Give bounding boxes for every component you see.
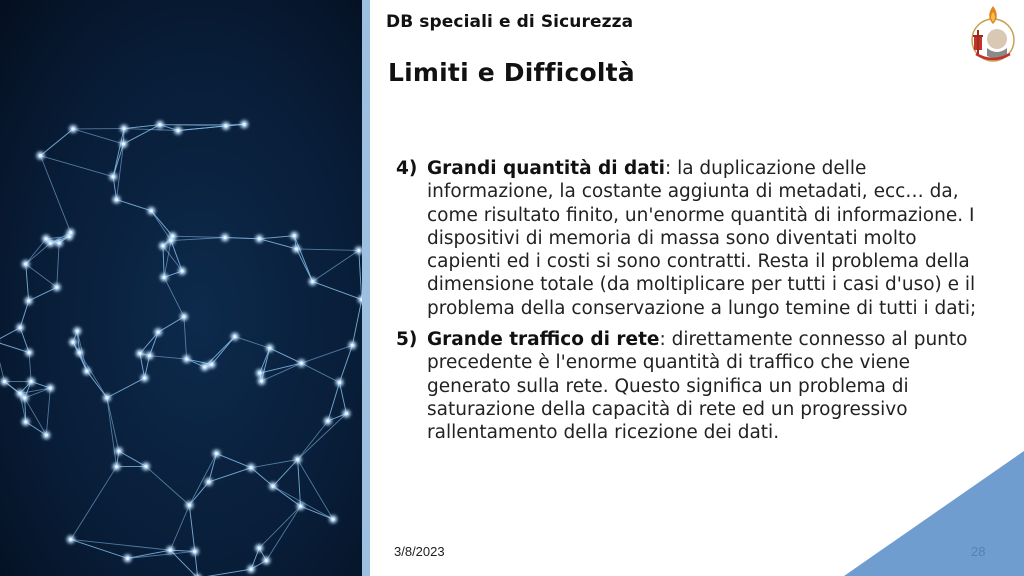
mesh-node xyxy=(23,396,26,399)
mesh-node xyxy=(30,380,33,383)
mesh-node xyxy=(69,231,72,234)
mesh-node xyxy=(169,239,172,242)
mesh-node xyxy=(39,154,42,157)
mesh-node xyxy=(299,505,302,508)
mesh-node xyxy=(76,330,79,333)
mesh-node xyxy=(49,241,52,244)
mesh-node xyxy=(268,347,271,350)
mesh-node xyxy=(181,269,184,272)
mesh-node xyxy=(122,127,125,130)
mesh-node xyxy=(112,175,115,178)
slide-title: Limiti e Difficoltà xyxy=(388,58,635,87)
item-number: 4) xyxy=(396,158,418,179)
item-body: : la duplicazione delle informazione, la costante aggiunta di metadati, ecc… da, come risultato finito, un'enorme quantità di informazione. I dispositivi di memoria di massa sono diventati molto capienti ed i costi si sono contratti. Resta il problema della dimensione totale (da moltiplicare per tutti i casi d'uso) e il problema della conservazione a lungo temine di tutti i dati; xyxy=(427,158,977,319)
mesh-node xyxy=(207,480,210,483)
content-list xyxy=(396,157,996,453)
mesh-node xyxy=(58,241,61,244)
mesh-node xyxy=(169,549,172,552)
mesh-node xyxy=(143,376,146,379)
mesh-node xyxy=(250,466,253,469)
mesh-node xyxy=(126,557,129,560)
mesh-node xyxy=(260,379,263,382)
mesh-node xyxy=(19,326,22,329)
mesh-node xyxy=(85,370,88,373)
mesh-node xyxy=(3,380,6,383)
mesh-node xyxy=(311,280,314,283)
mesh-node xyxy=(258,371,261,374)
mesh-node xyxy=(258,546,261,549)
mesh-node xyxy=(171,235,174,238)
mesh-node xyxy=(122,142,125,145)
mesh-node xyxy=(27,351,30,354)
mesh-node xyxy=(71,341,74,344)
mesh-node xyxy=(157,331,160,334)
item-title: Grande traffico di rete xyxy=(427,329,660,351)
mesh-node xyxy=(176,129,179,132)
mesh-node xyxy=(233,335,236,338)
item-title: Grandi quantità di dati xyxy=(427,158,665,179)
mesh-node xyxy=(45,434,48,437)
mesh-node xyxy=(105,396,108,399)
accent-divider-bar xyxy=(362,0,370,576)
mesh-node xyxy=(163,276,166,279)
mesh-node xyxy=(357,249,360,252)
item-body: : direttamente connesso al punto precedente è l'enorme quantità di traffico che viene generato sulla rete. Questo significa un problema di saturazione della capacità di rete ed un progressivo rallentamento della ricezione dei dati. xyxy=(427,329,968,444)
mesh-node xyxy=(69,538,72,541)
mesh-node xyxy=(158,123,161,126)
course-title: DB speciali e di Sicurezza xyxy=(386,12,634,32)
mesh-node xyxy=(193,550,196,553)
mesh-node xyxy=(223,236,226,239)
university-logo-icon xyxy=(968,4,1018,64)
mesh-node xyxy=(250,568,253,571)
mesh-node xyxy=(271,485,274,488)
list-item xyxy=(396,328,996,444)
mesh-node xyxy=(182,315,185,318)
mesh-node xyxy=(326,419,329,422)
mesh-node xyxy=(27,299,30,302)
item-text xyxy=(427,328,996,444)
mesh-node xyxy=(203,365,206,368)
mesh-node xyxy=(331,518,334,521)
mesh-node xyxy=(68,235,71,238)
mesh-node xyxy=(243,123,246,126)
mesh-node xyxy=(72,127,75,130)
mesh-node xyxy=(18,392,21,395)
corner-triangle-decoration xyxy=(844,451,1024,576)
mesh-node xyxy=(44,237,47,240)
mesh-node xyxy=(148,354,151,357)
mesh-node xyxy=(188,504,191,507)
mesh-node xyxy=(49,386,52,389)
footer-date: 3/8/2023 xyxy=(394,544,445,559)
mesh-node xyxy=(300,362,303,365)
mesh-node xyxy=(138,352,141,355)
mesh-node xyxy=(185,357,188,360)
mesh-node xyxy=(115,198,118,201)
mesh-node xyxy=(24,262,27,265)
mesh-node xyxy=(55,286,58,289)
mesh-node xyxy=(24,420,27,423)
mesh-node xyxy=(161,244,164,247)
mesh-node xyxy=(295,247,298,250)
mesh-node xyxy=(78,351,81,354)
mesh-node xyxy=(265,559,268,562)
mesh-node xyxy=(351,344,354,347)
mesh-node xyxy=(144,465,147,468)
mesh-node xyxy=(210,363,213,366)
mesh-node xyxy=(293,234,296,237)
mesh-node xyxy=(258,237,261,240)
mesh-node xyxy=(115,465,118,468)
item-text xyxy=(427,157,996,320)
network-mesh-image xyxy=(0,0,362,576)
item-number: 5) xyxy=(396,329,418,351)
mesh-node xyxy=(296,458,299,461)
mesh-node xyxy=(338,381,341,384)
list-item xyxy=(396,157,996,320)
mesh-node xyxy=(150,209,153,212)
mesh-node xyxy=(117,450,120,453)
mesh-node xyxy=(345,412,348,415)
mesh-node xyxy=(215,452,218,455)
mesh-node xyxy=(224,124,227,127)
